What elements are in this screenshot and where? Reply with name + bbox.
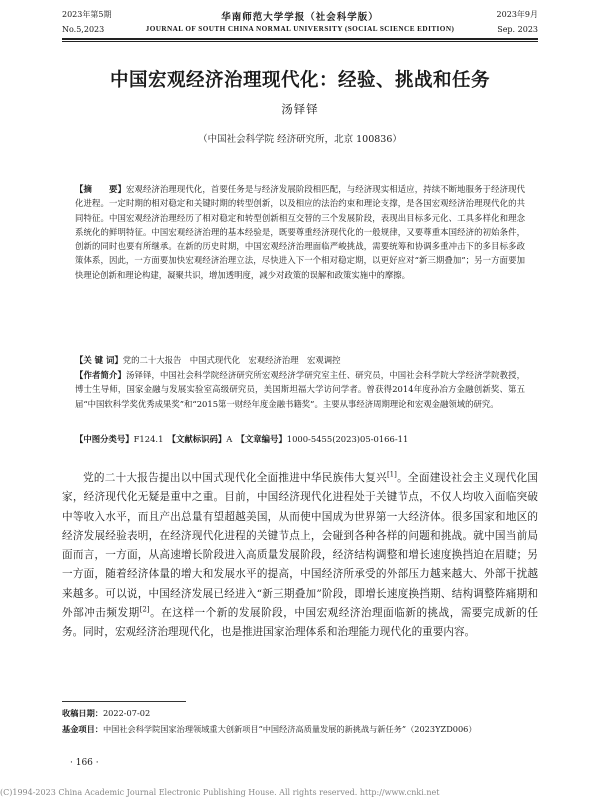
abstract-text: 宏观经济治理现代化，首要任务是与经济发展阶段相匹配，与经济现实相适应，持续不断地服务于经济现代化进程。一定时期的相对稳定和关键时期的转型创新，以及相应的法治约束和理论支撑，是各国宏观经济治理现代化的共同特征。中国宏观经济治理经历了相对稳定和转型创新相互交替的三个发展阶段，表现出目标多元化、工具多样化和理念系统化的鲜明特征。中国宏观经济治理的基本经验是，既要尊重经济现代化的一般规律，又要尊重本国经济的初始条件，创新的同时也要有所继承。在新的历史时期，中国宏观经济治理面临严峻挑战，需要统筹和协调多重冲击下的多目标多政策体系，因此，一方面要加快宏观经济治理立法，尽快进入下一个相对稳定期，以更好应对“新三期叠加”；另一方面要加快理论创新和理论构建，凝聚共识，增加透明度，减少对政策的误解和政策实施中的摩擦。 [75, 184, 526, 280]
body-text-1: 党的二十大报告提出以中国式现代化全面推进中华民族伟大复兴 [83, 472, 387, 484]
article-no-label: 【文章编号】 [240, 434, 287, 444]
copyright-line: (C)1994-2023 China Academic Journal Electronic Publishing House. All rights reserved. http://www.cnki.net [0, 788, 440, 797]
fund-info [62, 723, 596, 737]
journal-title-en: JOURNAL OF SOUTH CHINA NORMAL UNIVERSITY (SOCIAL SCIENCE EDITION) [145, 25, 455, 33]
received-label: 收稿日期： [62, 708, 103, 718]
journal-title-cn: 华南师范大学学报（社会科学版） [221, 12, 379, 23]
issue-en: No.5,2023 [62, 25, 105, 34]
issue-cn: 2023年第5期 [62, 10, 112, 19]
clc-label: 【中图分类号】 [75, 434, 134, 444]
article-author: 汤铎铎 [281, 102, 319, 116]
clc-value: F124.1 [133, 434, 164, 444]
received-date [62, 707, 538, 721]
keywords [75, 353, 525, 367]
abstract [75, 182, 525, 282]
classification-line [75, 432, 525, 446]
keywords-text: 党的二十大报告 中国式现代化 宏观经济治理 宏观调控 [122, 355, 341, 365]
body-text-2: 。全面建设社会主义现代化国家，经济现代化无疑是重中之重。目前，中国经济现代化进程处于关键节点，不仅人均收入面临突破中等收入水平，而且产出总量有望超越美国，从而使中国成为世界第一大经济体。很多国家和地区的经济发展经验表明，在经济现代化进程的关键节点上，会碰到各种各样的问题和挑战。就中国当前局面而言，一方面，从高速增长阶段进入高质量发展阶段，经济结构调整和增长速度换挡迫在眉睫；另一方面，随着经济体量的增大和发展水平的提高，中国经济所承受的外部压力越来越大、外部干扰越来越多。可以说，中国经济发展已经进入“新三期叠加”阶段，即增长速度换挡期、结构调整阵痛期和外部冲击频发期 [62, 472, 538, 620]
footnote-rule [62, 701, 186, 702]
date-en: Sep. 2023 [497, 25, 538, 34]
fund-value: 中国社会科学院国家治理领域重大创新项目“中国经济高质量发展的新挑战与新任务”（2023YZD006） [102, 724, 477, 734]
author-bio [75, 368, 525, 411]
header-rule-bottom [62, 41, 538, 42]
keywords-label: 【关 键 词】 [75, 355, 123, 365]
header-rule-top [62, 38, 538, 40]
author-bio-text: 汤铎铎，中国社会科学院经济研究所宏观经济学研究室主任、研究员，中国社会科学院大学经济学院教授，博士生导师，国家金融与发展实验室高级研究员，美国斯坦福大学访问学者。曾获得2014年度孙冶方金融创新奖、第五届“中国软科学奖优秀成果奖”和“2015第一财经年度金融书籍奖”。主要从事经济周期理论和宏观金融领域的研究。 [75, 370, 526, 409]
abstract-label: 【摘 要】 [75, 184, 126, 194]
date-cn: 2023年9月 [496, 10, 538, 19]
citation-1[interactable]: [1] [386, 470, 397, 479]
article-title: 中国宏观经济治理现代化：经验、挑战和任务 [109, 70, 490, 91]
body-text-3: 。在这样一个新的发展阶段，中国宏观经济治理面临新的挑战，需要完成新的任务。同时，宏观经济治理现代化，也是推进国家治理体系和治理能力现代化的重要内容。 [62, 607, 539, 639]
doc-code-value: A [226, 434, 233, 444]
author-bio-label: 【作者简介】 [75, 370, 126, 380]
author-affiliation: （中国社会科学院 经济研究所，北京 100836） [198, 134, 402, 145]
received-value: 2022-07-02 [102, 708, 151, 718]
doc-code-label: 【文献标识码】 [171, 434, 227, 444]
article-no-value: 1000-5455(2023)05-0166-11 [286, 434, 409, 444]
page-number: · 166 · [70, 758, 99, 768]
fund-label: 基金项目： [62, 724, 103, 734]
citation-2[interactable]: [2] [139, 605, 150, 614]
body-paragraph [62, 469, 538, 643]
